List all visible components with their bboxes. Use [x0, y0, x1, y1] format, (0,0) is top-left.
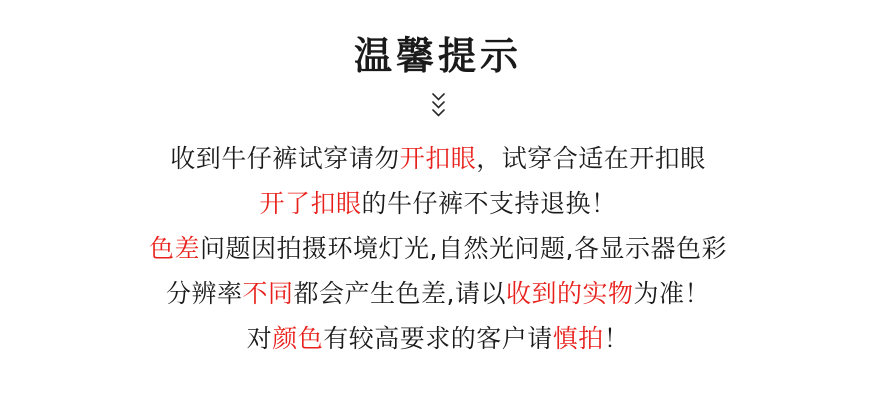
- notice-segment-highlight: 颜色: [272, 323, 324, 353]
- notice-segment: 分辨率: [165, 278, 243, 308]
- notice-line: [0, 226, 876, 271]
- notice-segment: ，试穿合适在开扣眼: [476, 143, 706, 173]
- notice-segment: 为准！: [633, 278, 710, 308]
- chevron-down-icon: [432, 93, 445, 101]
- notice-line: [0, 316, 876, 361]
- notice-line: [0, 181, 876, 226]
- notice-segment: 对: [246, 323, 273, 353]
- notice-segment: 问题因拍摄环境灯光,自然光问题,各显示器色彩: [200, 233, 727, 263]
- notice-line: [0, 271, 876, 316]
- notice-segment-highlight: 开扣眼: [399, 143, 477, 173]
- notice-segment: ！: [603, 323, 630, 353]
- notice-body: [0, 134, 876, 361]
- chevron-down-icon: [432, 109, 445, 117]
- notice-segment: 的牛仔裤不支持退换！: [361, 188, 617, 218]
- notice-line: [0, 136, 876, 181]
- notice-segment-highlight: 不同: [242, 278, 294, 308]
- notice-segment-highlight: 慎拍: [552, 323, 604, 353]
- notice-segment: 都会产生色差,请以: [293, 278, 506, 308]
- page-title: 温馨提示: [353, 34, 522, 78]
- notice-segment-highlight: 开了扣眼: [259, 188, 362, 218]
- chevron-divider: [432, 92, 445, 118]
- chevron-down-icon: [432, 101, 445, 109]
- notice-segment-highlight: 色差: [149, 233, 201, 263]
- notice-segment: 收到牛仔裤试穿请勿: [170, 143, 400, 173]
- notice-segment-highlight: 收到的实物: [505, 278, 634, 308]
- notice-segment: 有较高要求的客户请: [323, 323, 553, 353]
